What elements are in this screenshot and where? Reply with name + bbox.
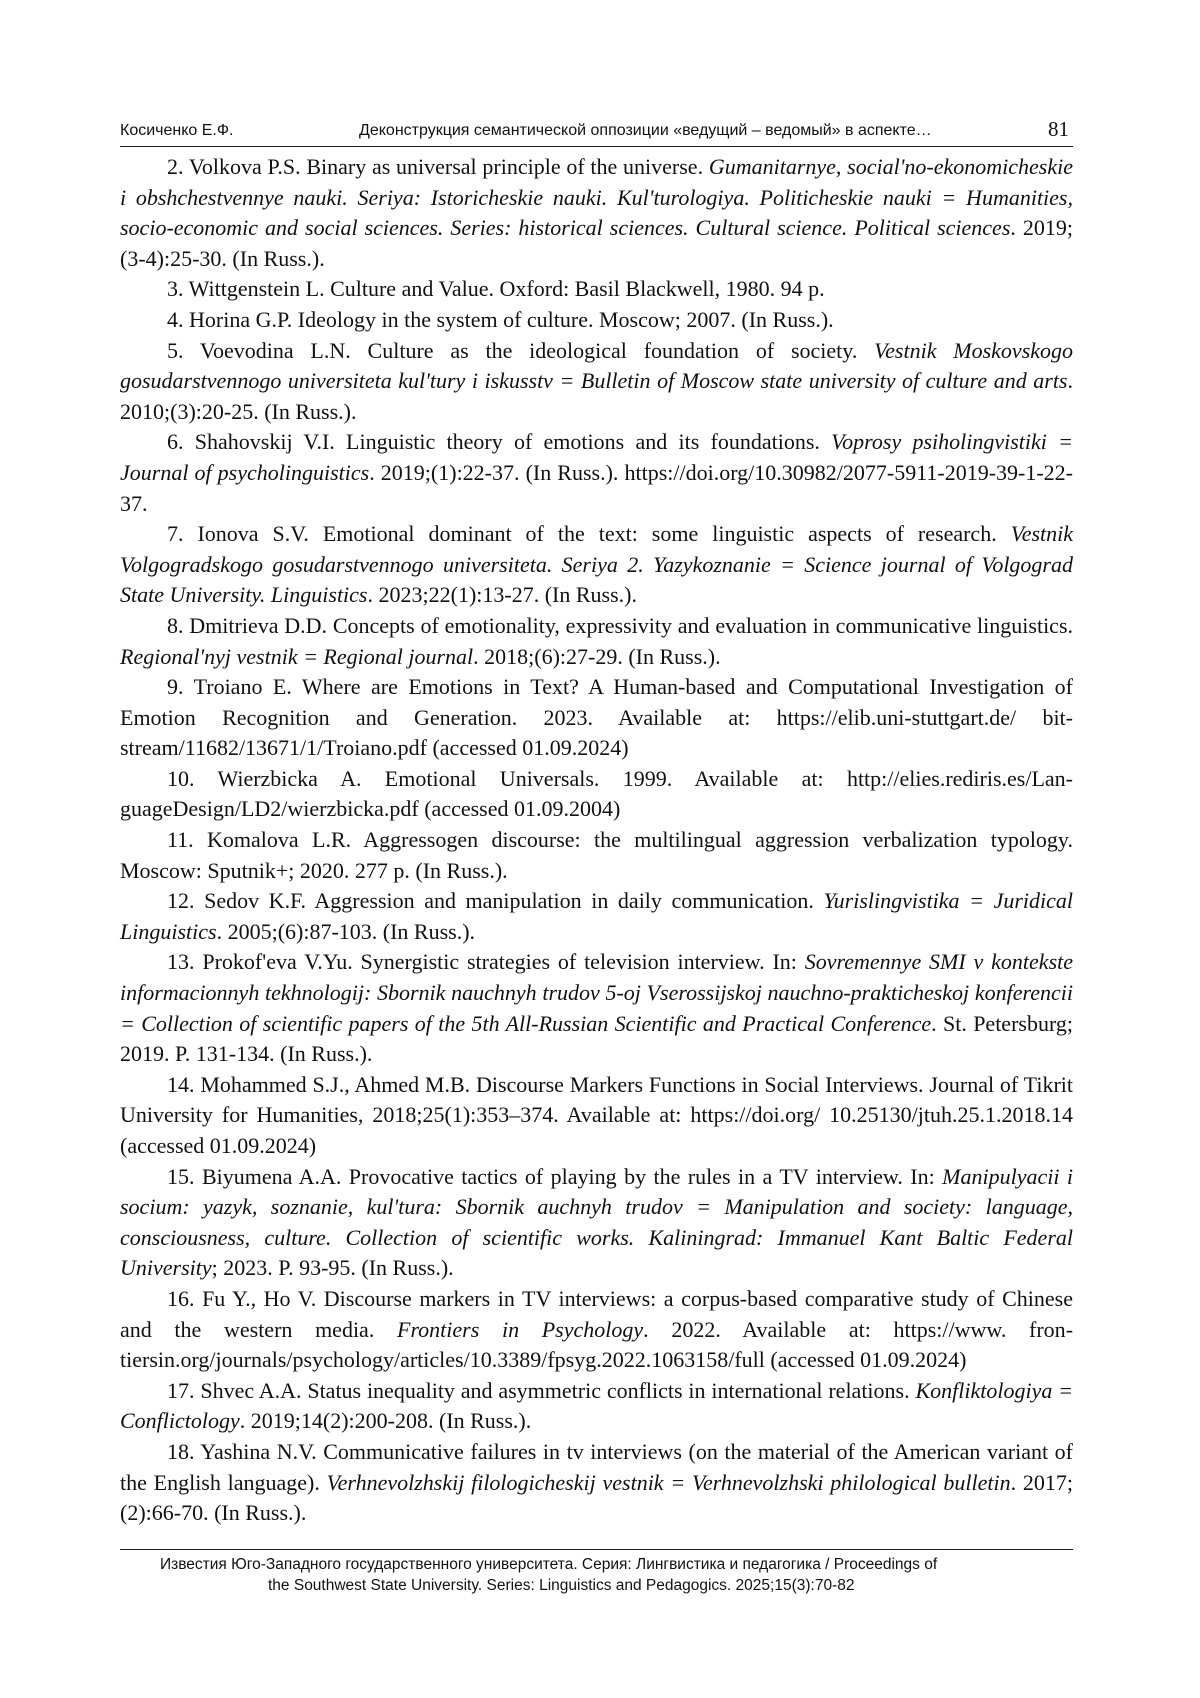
reference-details: . 2019;14(2):200-208. (In Russ.). [239,1408,532,1434]
reference-details: . 2019;(1):22-37. (In Russ.). https://doi.org/10.30982/2077-5911-2019-39-1-22-37. [120,459,1074,516]
reference-item [120,1437,1073,1529]
reference-text: Komalova L.R. Aggressogen discourse: the multilingual aggression verbalization typology. Moscow: Sputnik+; 2020. 277 p. (In Russ.). [120,827,1073,883]
reference-details: . 2022. Available at: https://www. frontiersin.org/journals/psychology/articles/10.3389/fpsyg.2022.1063158/full (accessed 01.09.2024) [120,1316,1074,1373]
reference-details: ; 2023. P. 93-95. (In Russ.). [211,1255,454,1281]
reference-source-italic: Manipulyacii i socium: yazyk, soznanie, kul'tura: Sbornik auchnyh trudov = Manipulation and society: language, consciousness, culture. Collection of scientific works. Kaliningrad: Immanuel Kant Baltic Federal University [120,1163,1074,1281]
reference-text: Voevodina L.N. Culture as the ideological foundation of society. [199,337,875,363]
reference-number: 15. [167,1163,202,1189]
reference-number: 6. [167,429,195,455]
reference-number: 17. [167,1377,201,1403]
reference-item [120,152,1073,274]
reference-text: Prokof'eva V.Yu. Synergistic strategies of television interview. In: [202,949,805,975]
reference-text: Ionova S.V. Emotional dominant of the text: some linguistic aspects of research. [197,521,1011,547]
reference-source-italic: Regional'nyj vestnik = Regional journal [120,643,474,669]
reference-number: 18. [167,1438,201,1464]
reference-number: 7. [167,521,198,547]
running-header [120,116,1073,147]
reference-text: Dmitrieva D.D. Concepts of emotionality, expressivity and evaluation in communicative linguistics. [189,612,1074,638]
reference-item [120,764,1073,825]
reference-details: . 2019;(3-4):25-30. (In Russ.). [120,215,1073,271]
reference-source-italic: Frontiers in Psychology [397,1316,644,1342]
reference-source-italic: Verhnevolzhskij filologicheskij vestnik = Verhnevolzhski philological bulletin [326,1469,1011,1495]
reference-number: 14. [167,1071,201,1097]
reference-number: 12. [167,888,205,914]
reference-item [120,305,1073,336]
reference-number: 3. [167,276,189,302]
reference-item [120,336,1073,428]
reference-details: . 2010;(3):20-25. (In Russ.). [120,368,1073,424]
reference-item [120,274,1073,305]
header-author: Косиченко Е.Ф. [120,122,234,139]
reference-number: 11. [167,827,208,853]
reference-number: 16. [167,1285,203,1311]
reference-item [120,825,1073,886]
reference-item [120,519,1073,611]
reference-item [120,1284,1073,1376]
reference-item [120,1376,1073,1437]
reference-text: Sedov K.F. Aggression and manipulation in daily communication. [204,888,824,914]
footer-journal-line-2: the Southwest State University. Series: Linguistics and Pedagogics. 2025;15(3):70-82 [268,1577,855,1594]
footer-journal-line-1: Известия Юго-Западного государственного университета. Серия: Лингвистика и педагогика / Proceedings of [160,1556,938,1573]
reference-item [120,1070,1073,1162]
reference-source-italic: Vestnik Volgogradskogo gosudarstvennogo universiteta. Seriya 2. Yazykoznanie = Science journal of Volgograd State University. Linguistics [120,521,1074,608]
reference-list [120,152,1073,1529]
reference-item [120,672,1073,764]
reference-text: Shvec A.A. Status inequality and asymmetric conflicts in international relations. [200,1377,916,1403]
reference-item [120,947,1073,1069]
reference-number: 9. [167,674,194,700]
reference-source-italic: Voprosy psiholingvistiki = Journal of psycholinguistics [120,429,1074,485]
reference-details: . 2017;(2):66-70. (In Russ.). [120,1469,1073,1526]
reference-number: 10. [167,765,218,791]
reference-source-italic: Yurislingvistika = Juridical Linguistics [120,888,1073,944]
reference-item [120,611,1073,672]
reference-number: 4. [167,306,189,332]
reference-text: Wierzbicka A. Emotional Universals. 1999. Available at: http://elies.rediris.es/LanguageDesign/LD2/wierzbicka.pdf (accessed 01.09.2004) [120,765,1073,822]
reference-item [120,886,1073,947]
reference-text: Volkova P.S. Binary as universal principle of the universe. [188,154,709,179]
reference-text: Horina G.P. Ideology in the system of culture. Moscow; 2007. (In Russ.). [189,306,834,332]
reference-number: 5. [167,337,200,363]
reference-text: Yashina N.V. Communicative failures in tv interviews (on the material of the American variant of the English language). [120,1438,1073,1495]
reference-source-italic: Sovremennye SMI v kontekste informacionnyh tekhnologij: Sbornik nauchnyh trudov 5-oj Vserossijskoj nauchno-prakticheskoj konferencii = Collection of scientific papers of the 5th All-Russian Scientific and Practical Conference [120,949,1074,1036]
reference-text: Troiano E. Where are Emotions in Text? A Human-based and Computational Investigation of Emotion Recognition and Generation. 2023. Available at: https://elib.uni-stuttgart.de/ bitstream/11682/13671/1/Troiano.pdf (accessed 01.09.2024) [120,674,1074,761]
reference-number: 2. [167,154,189,179]
reference-text: Biyumena A.A. Provocative tactics of playing by the rules in a TV interview. In: [201,1163,943,1189]
reference-item [120,1162,1073,1284]
reference-details: . 2023;22(1):13-27. (In Russ.). [367,582,637,608]
reference-source-italic: Vestnik Moskovskogo gosudarstvennogo universiteta kul'tury i iskusstv = Bulletin of Moscow state university of culture and arts [120,337,1074,394]
reference-details: . St. Petersburg; 2019. P. 131-134. (In Russ.). [120,1010,1073,1067]
reference-text: Fu Y., Ho V. Discourse markers in TV interviews: a corpus-based comparative study of Chinese and the western media. [120,1285,1073,1342]
reference-source-italic: Gumanitarnye, social'no-ekonomicheskie i obshchestvennye nauki. Seriya: Istoricheskie nauki. Kul'turologiya. Politicheskie nauki = Humanities, socio-economic and social sciences. Series: historical sciences. Cultural science. Political sciences [120,154,1074,241]
reference-text: Mohammed S.J., Ahmed M.B. Discourse Markers Functions in Social Interviews. Journal of Tikrit University for Humanities, 2018;25(1):353–374. Available at: https://doi.org/ 10.25130/jtuh.25.1.2018.14 (accessed 01.09.2024) [120,1071,1073,1158]
reference-item [120,427,1073,519]
reference-number: 8. [167,612,190,638]
reference-text: Shahovskij V.I. Linguistic theory of emotions and its foundations. [194,429,832,455]
reference-number: 13. [167,949,203,975]
reference-details: . 2005;(6):87-103. (In Russ.). [216,918,476,944]
reference-text: Wittgenstein L. Culture and Value. Oxford: Basil Blackwell, 1980. 94 p. [188,276,825,302]
reference-source-italic: Konfliktologiya = Conflictology [120,1377,1074,1434]
running-footer [120,1549,1073,1596]
page-number: 81 [1048,117,1069,141]
header-article-title: Деконструкция семантической оппозиции «ведущий – ведомый» в аспекте… [359,122,932,139]
reference-details: . 2018;(6):27-29. (In Russ.). [473,643,721,669]
